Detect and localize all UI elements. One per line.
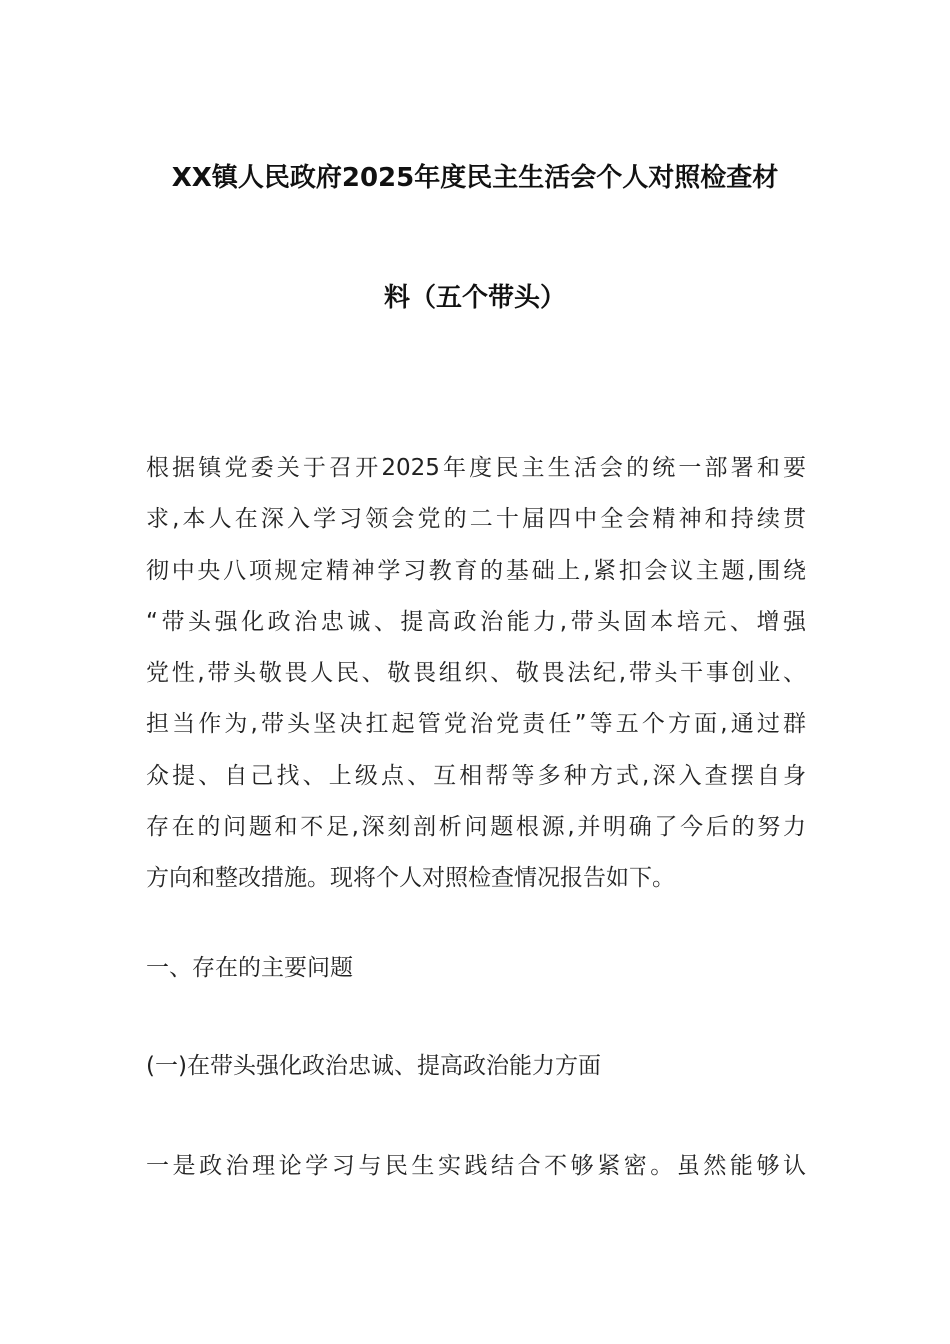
intro-line-2: 求,本人在深入学习领会党的二十届四中全会精神和持续贯: [146, 506, 806, 533]
point-one-line: 一是政治理论学习与民生实践结合不够紧密。虽然能够认: [146, 1153, 806, 1179]
intro-paragraph: [146, 443, 806, 905]
document-title-line-1: XX镇人民政府2025年度民主生活会个人对照检查材: [171, 163, 779, 193]
subsection-heading: (一)在带头强化政治忠诚、提高政治能力方面: [146, 1053, 601, 1079]
intro-line-5: 党性,带头敬畏人民、敬畏组织、敬畏法纪,带头干事创业、: [146, 660, 806, 687]
intro-line-3: 彻中央八项规定精神学习教育的基础上,紧扣会议主题,围绕: [146, 557, 806, 584]
intro-line-1: 根据镇党委关于召开2025年度民主生活会的统一部署和要: [146, 455, 806, 481]
intro-line-6: 担当作为,带头坚决扛起管党治党责任”等五个方面,通过群: [146, 711, 806, 738]
intro-line-4: “带头强化政治忠诚、提高政治能力,带头固本培元、增强: [146, 608, 806, 635]
intro-line-7: 众提、自己找、上级点、互相帮等多种方式,深入查摆自身: [146, 762, 806, 789]
document-title-line-2: 料（五个带头）: [383, 283, 566, 313]
intro-line-9: 方向和整改措施。现将个人对照检查情况报告如下。: [146, 865, 675, 892]
section-heading: 一、存在的主要问题: [146, 955, 353, 981]
intro-line-8: 存在的问题和不足,深刻剖析问题根源,并明确了今后的努力: [146, 814, 806, 841]
